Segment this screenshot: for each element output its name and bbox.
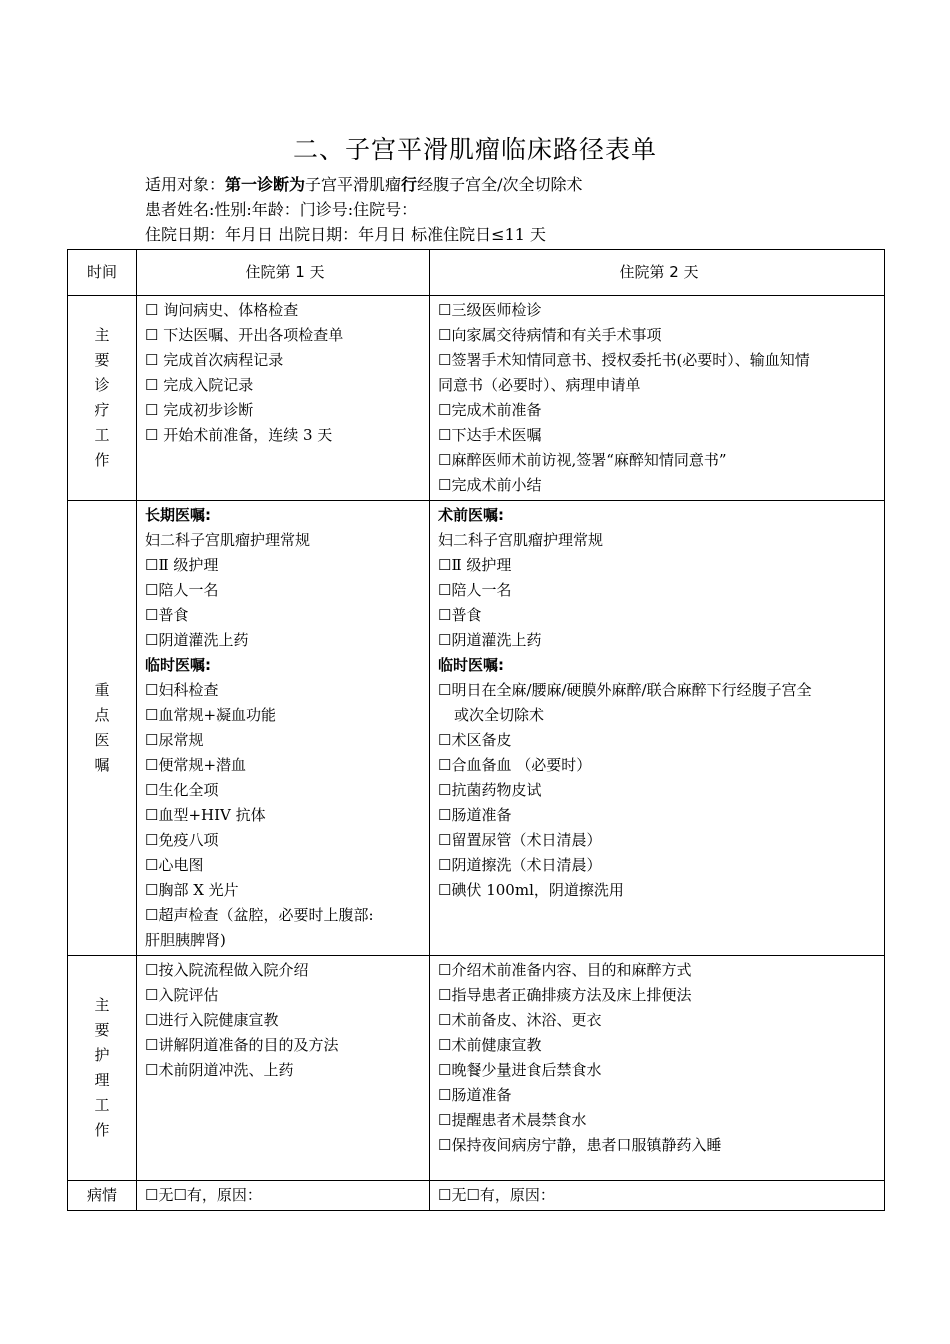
list-item: ☐Ⅱ 级护理	[438, 556, 512, 574]
list-item: ☐介绍术前准备内容、目的和麻醉方式	[438, 961, 692, 979]
list-item: ☐生化全项	[145, 781, 219, 799]
list-item: ☐阴道灌洗上药	[145, 631, 249, 649]
list-item: 同意书（必要时）、病理申请单	[438, 376, 641, 394]
list-item: ☐术区备皮	[438, 731, 512, 749]
list-item: ☐ 完成首次病程记录	[145, 351, 284, 369]
list-item: ☐入院评估	[145, 986, 219, 1004]
list-item: 妇二科子宫肌瘤护理常规	[145, 531, 311, 549]
list-item: ☐讲解阴道准备的目的及方法	[145, 1036, 339, 1054]
list-item: ☐陪人一名	[145, 581, 219, 599]
diagnosis-day2-cell	[430, 296, 885, 501]
list-item: ☐肠道准备	[438, 806, 512, 824]
list-item: ☐阴道擦洗（术日清晨）	[438, 856, 602, 874]
nursing-row	[68, 956, 885, 1181]
list-item: ☐妇科检查	[145, 681, 219, 699]
condition-day1-cell: ☐无☐有，原因：	[137, 1181, 430, 1211]
pre-op-orders-heading: 术前医嘱:	[438, 506, 504, 524]
list-item: ☐抗菌药物皮试	[438, 781, 542, 799]
list-item: ☐血常规+凝血功能	[145, 706, 277, 724]
list-item: ☐超声检查（盆腔，必要时上腹部:	[145, 906, 374, 924]
orders-day2-cell	[430, 501, 885, 956]
list-item: ☐合血备血 （必要时）	[438, 756, 592, 774]
patient-info-line: 患者姓名:性别:年龄：门诊号:住院号：	[145, 200, 418, 219]
list-item: ☐术前健康宣教	[438, 1036, 542, 1054]
list-item: ☐术前阴道冲洗、上药	[145, 1061, 294, 1079]
list-item: ☐保持夜间病房宁静，患者口服镇静药入睡	[438, 1136, 722, 1154]
orders-row	[68, 501, 885, 956]
list-item: ☐按入院流程做入院介绍	[145, 961, 309, 979]
list-item: ☐尿常规	[145, 731, 204, 749]
list-item: ☐进行入院健康宣教	[145, 1011, 279, 1029]
list-item: ☐术前备皮、沐浴、更衣	[438, 1011, 602, 1029]
list-item: ☐三级医师检诊	[438, 301, 542, 319]
diagnosis-label: 主要诊疗工作	[68, 296, 137, 501]
temporary-orders-heading: 临时医嘱:	[145, 656, 211, 674]
applicable-object-prefix: 适用对象：	[145, 175, 226, 194]
list-item: ☐留置尿管（术日清晨）	[438, 831, 602, 849]
condition-label: 病情	[68, 1181, 137, 1211]
condition-row	[68, 1181, 885, 1211]
list-item: ☐便常规+潜血	[145, 756, 247, 774]
list-item: ☐血型+HIV 抗体	[145, 806, 266, 824]
orders-label: 重点医嘱	[68, 501, 137, 956]
list-item: ☐肠道准备	[438, 1086, 512, 1104]
list-item: ☐ 完成入院记录	[145, 376, 254, 394]
list-item: ☐ 开始术前准备，连续 3 天	[145, 426, 333, 444]
list-item: ☐阴道灌洗上药	[438, 631, 542, 649]
procedure-connector: 行	[401, 175, 418, 194]
first-diagnosis-label: 第一诊断为	[225, 175, 306, 194]
nursing-day2-cell	[430, 956, 885, 1181]
long-term-orders-heading: 长期医嘱:	[145, 506, 211, 524]
temporary-orders-heading: 临时医嘱:	[438, 656, 504, 674]
list-item: 肝胆胰脾肾)	[145, 931, 226, 949]
list-item: ☐胸部 X 光片	[145, 881, 239, 899]
day1-header: 住院第 1 天	[137, 250, 430, 296]
applicable-object-line	[145, 174, 582, 196]
list-item: ☐完成术前准备	[438, 401, 542, 419]
list-item: ☐ 完成初步诊断	[145, 401, 254, 419]
list-item: ☐向家属交待病情和有关手术事项	[438, 326, 662, 344]
orders-day1-cell	[137, 501, 430, 956]
day2-header: 住院第 2 天	[430, 250, 885, 296]
list-item: ☐提醒患者术晨禁食水	[438, 1111, 587, 1129]
list-item: ☐心电图	[145, 856, 204, 874]
list-item: ☐Ⅱ 级护理	[145, 556, 219, 574]
list-item: ☐下达手术医嘱	[438, 426, 542, 444]
list-item: ☐免疫八项	[145, 831, 219, 849]
time-header: 时间	[68, 250, 137, 296]
admission-dates-line: 住院日期：年月日 出院日期：年月日 标准住院日≤11 天	[145, 225, 547, 244]
diagnosis-name: 子宫平滑肌瘤	[305, 175, 402, 194]
clinical-pathway-table	[67, 249, 885, 1211]
list-item: ☐明日在全麻/腰麻/硬膜外麻醉/联合麻醉下行经腹子宫全	[438, 681, 812, 699]
nursing-label: 主要护理工作	[68, 956, 137, 1181]
list-item: ☐完成术前小结	[438, 476, 542, 494]
nursing-day1-cell	[137, 956, 430, 1181]
list-item: ☐ 下达医嘱、开出各项检查单	[145, 326, 344, 344]
list-item: ☐ 询问病史、体格检查	[145, 301, 299, 319]
list-item: 妇二科子宫肌瘤护理常规	[438, 531, 604, 549]
list-item-continuation: 或次全切除术	[454, 706, 545, 724]
list-item: ☐普食	[438, 606, 482, 624]
page-title: 二、子宫平滑肌瘤临床路径表单	[292, 135, 657, 164]
list-item: ☐碘伏 100ml，阴道擦洗用	[438, 881, 624, 899]
diagnosis-row	[68, 296, 885, 501]
condition-day2-cell: ☐无☐有，原因：	[430, 1181, 885, 1211]
list-item: ☐麻醉医师术前访视,签署“麻醉知情同意书”	[438, 451, 727, 469]
list-item: ☐陪人一名	[438, 581, 512, 599]
procedure-name: 经腹子宫全/次全切除术	[417, 175, 583, 194]
list-item: ☐晚餐少量进食后禁食水	[438, 1061, 602, 1079]
list-item: ☐指导患者正确排痰方法及床上排便法	[438, 986, 692, 1004]
header-row	[68, 250, 885, 296]
list-item: ☐签署手术知情同意书、授权委托书(必要时）、输血知情	[438, 351, 810, 369]
list-item: ☐普食	[145, 606, 189, 624]
diagnosis-day1-cell	[137, 296, 430, 501]
